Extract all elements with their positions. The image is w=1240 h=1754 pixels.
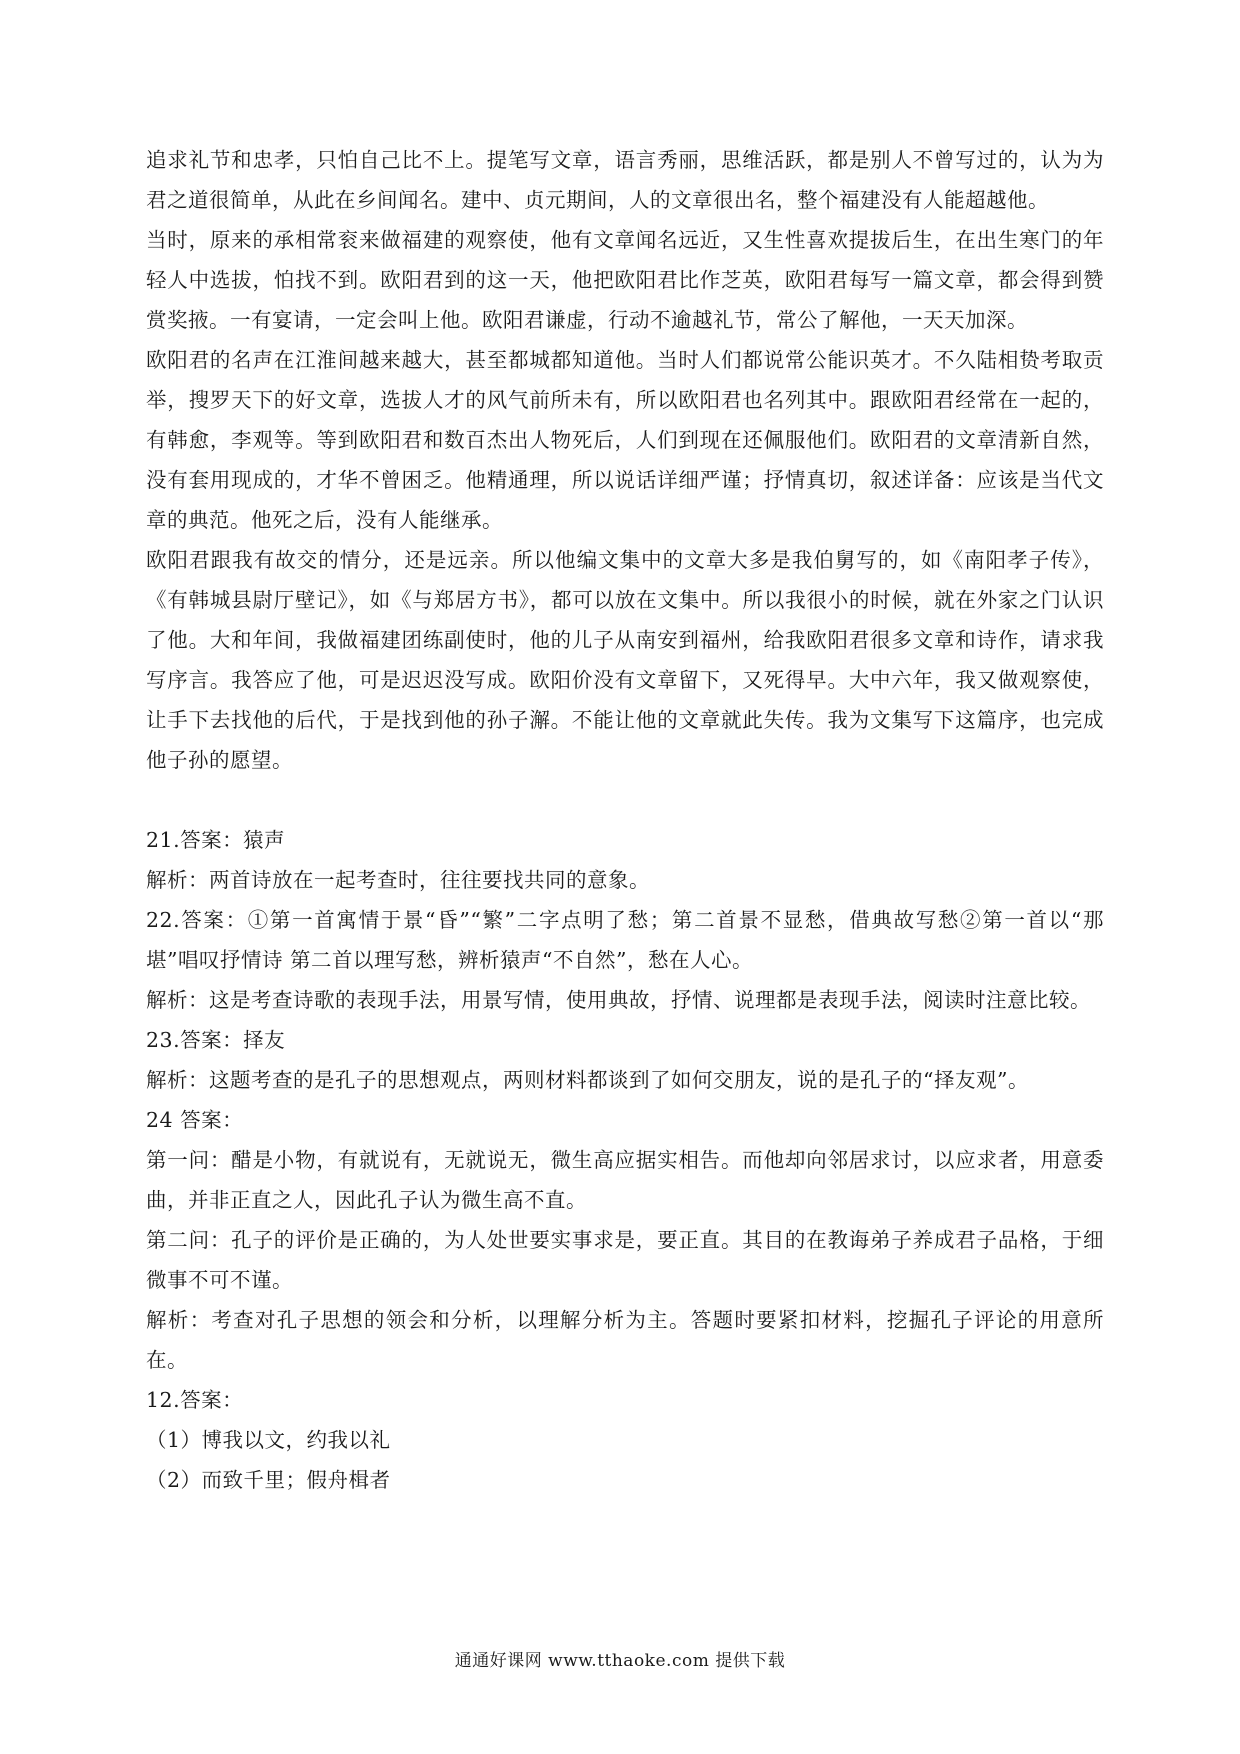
document-body <box>146 140 1104 1500</box>
analysis-23: 解析：这题考查的是孔子的思想观点，两则材料都谈到了如何交朋友，说的是孔子的“择友观”。 <box>146 1068 1029 1092</box>
page-footer: 通通好课网 www.tthaoke.com 提供下载 <box>454 1651 786 1671</box>
answer-12-item-2: （2）而致千里；假舟楫者 <box>146 1468 391 1492</box>
analysis-22: 解析：这是考查诗歌的表现手法，用景写情，使用典故，抒情、说理都是表现手法，阅读时注意比较。 <box>146 988 1091 1012</box>
answer-21: 21.答案：猿声 <box>146 828 286 852</box>
section-gap <box>146 780 1104 820</box>
translation-paragraph-1: 追求礼节和忠孝，只怕自己比不上。提笔写文章，语言秀丽，思维活跃，都是别人不曾写过的，认为为君之道很简单，从此在乡间闻名。建中、贞元期间，人的文章很出名，整个福建没有人能超越他。 <box>146 148 1104 212</box>
translation-paragraph-4: 欧阳君跟我有故交的情分，还是远亲。所以他编文集中的文章大多是我伯舅写的，如《南阳孝子传》，《有韩城县尉厅壁记》，如《与郑居方书》，都可以放在文集中。所以我很小的时候，就在外家之门认识了他。大和年间，我做福建团练副使时，他的儿子从南安到福州，给我欧阳君很多文章和诗作，请求我写序言。我答应了他，可是迟迟没写成。欧阳价没有文章留下，又死得早。大中六年，我又做观察使，让手下去找他的后代，于是找到他的孙子澥。不能让他的文章就此失传。我为文集写下这篇序，也完成他子孙的愿望。 <box>146 548 1104 772</box>
answer-24-q1: 第一问：醋是小物，有就说有，无就说无，微生高应据实相告。而他却向邻居求讨，以应求者，用意委曲，并非正直之人，因此孔子认为微生高不直。 <box>146 1148 1104 1212</box>
answer-22: 22.答案：①第一首寓情于景“昏”“繁”二字点明了愁；第二首景不显愁，借典故写愁②第一首以“那堪”唱叹抒情诗 第二首以理写愁，辨析猿声“不自然”，愁在人心。 <box>146 908 1104 972</box>
answer-12-item-1: （1）博我以文，约我以礼 <box>146 1428 391 1452</box>
translation-paragraph-2: 当时，原来的承相常衮来做福建的观察使，他有文章闻名远近，又生性喜欢提拔后生，在出生寒门的年轻人中选拔，怕找不到。欧阳君到的这一天，他把欧阳君比作芝英，欧阳君每写一篇文章，都会得到赞赏奖掖。一有宴请，一定会叫上他。欧阳君谦虚，行动不逾越礼节，常公了解他，一天天加深。 <box>146 228 1104 332</box>
analysis-21: 解析：两首诗放在一起考查时，往往要找共同的意象。 <box>146 868 650 892</box>
translation-paragraph-3: 欧阳君的名声在江淮间越来越大，甚至都城都知道他。当时人们都说常公能识英才。不久陆相贽考取贡举，搜罗天下的好文章，选拔人才的风气前所未有，所以欧阳君也名列其中。跟欧阳君经常在一起的，有韩愈，李观等。等到欧阳君和数百杰出人物死后，人们到现在还佩服他们。欧阳君的文章清新自然，没有套用现成的，才华不曾困乏。他精通理，所以说话详细严谨；抒情真切，叙述详备：应该是当代文章的典范。他死之后，没有人能继承。 <box>146 348 1104 532</box>
answer-12-heading: 12.答案： <box>146 1388 244 1412</box>
answer-24-q2: 第二问：孔子的评价是正确的，为人处世要实事求是，要正直。其目的在教诲弟子养成君子品格，于细微事不可不谨。 <box>146 1228 1104 1292</box>
answer-24-heading: 24 答案： <box>146 1108 244 1132</box>
answer-23: 23.答案：择友 <box>146 1028 286 1052</box>
analysis-24: 解析：考查对孔子思想的领会和分析，以理解分析为主。答题时要紧扣材料，挖掘孔子评论的用意所在。 <box>146 1308 1104 1372</box>
